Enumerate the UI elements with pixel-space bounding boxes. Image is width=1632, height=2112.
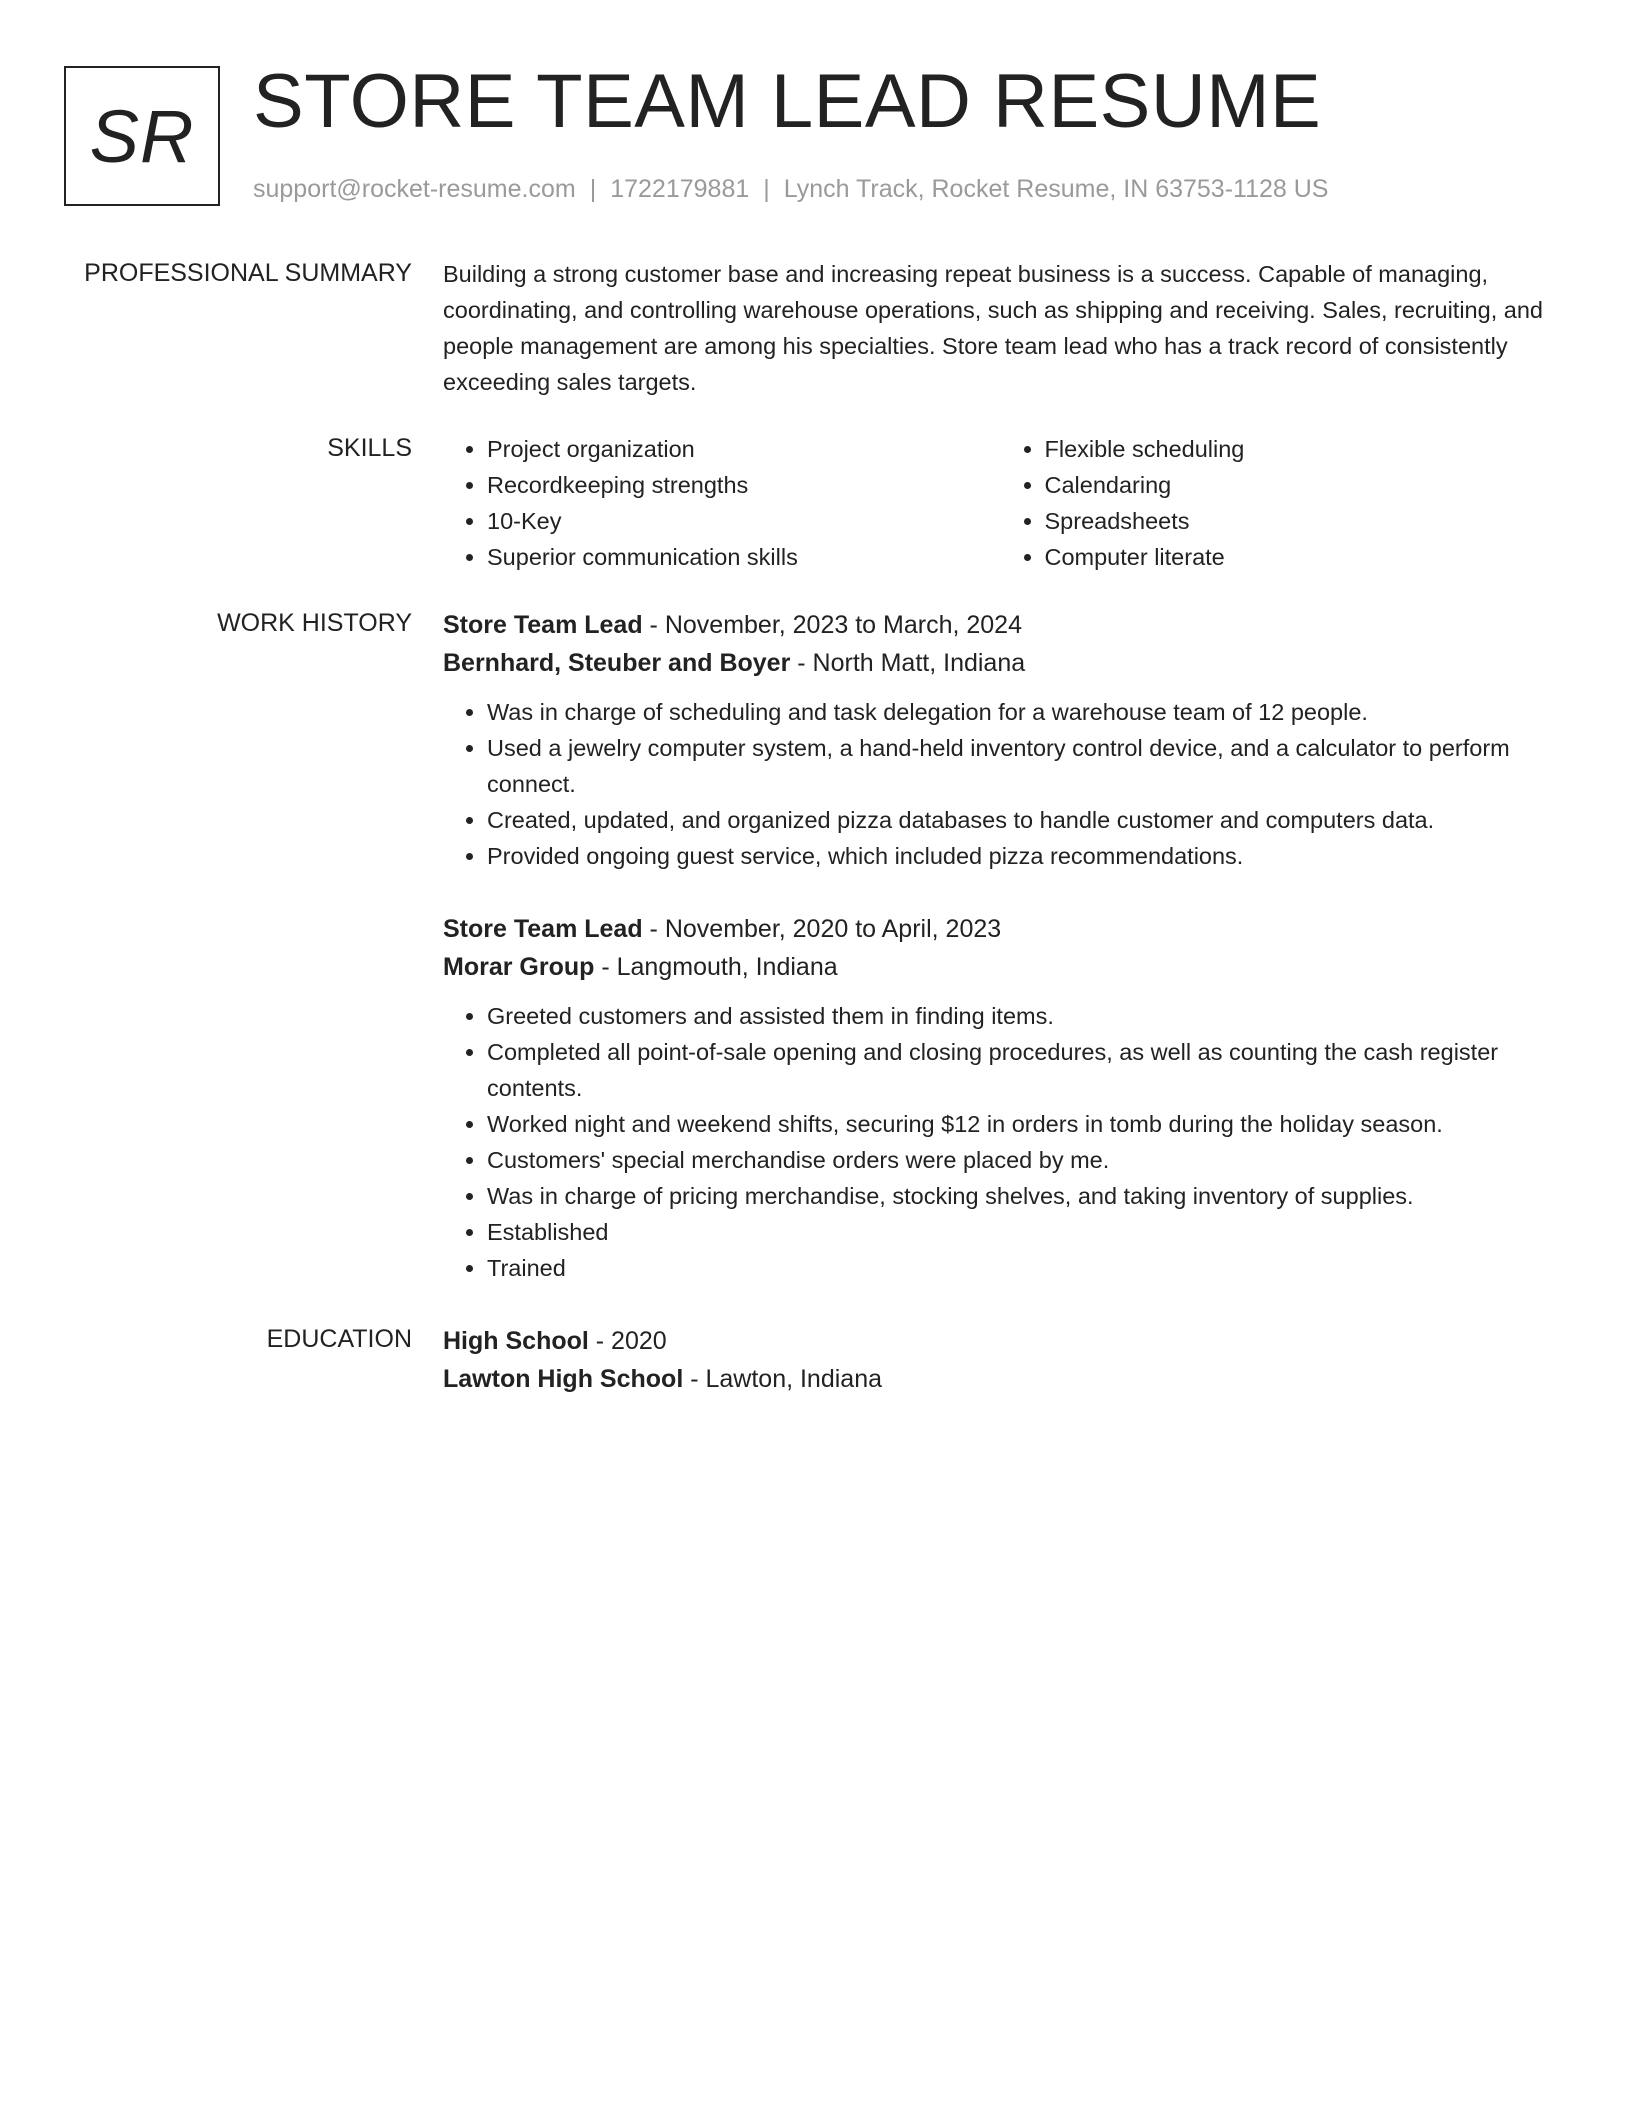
contact-line [253, 172, 1328, 206]
job-bullet: • Provided ongoing guest service, which included pizza recommendations. [487, 838, 1558, 874]
skill-item: • Recordkeeping strengths [487, 467, 1001, 503]
contact-separator: | [763, 175, 770, 203]
education-body [443, 1322, 1558, 1398]
job-bullet: • Created, updated, and organized pizza databases to handle customer and computers data. [487, 802, 1558, 838]
skill-item: • Project organization [487, 431, 1001, 467]
skills-grid [443, 431, 1558, 575]
job-entry [443, 606, 1558, 874]
monogram-initials: SR [89, 94, 195, 178]
skill-item: • Superior communication skills [487, 539, 1001, 575]
section-label-summary: PROFESSIONAL SUMMARY [84, 259, 412, 287]
job-bullet: • Completed all point-of-sale opening and closing procedures, as well as counting the cash register contents. [487, 1034, 1558, 1106]
education-school-line [443, 1360, 1558, 1398]
skill-item: • Calendaring [1045, 467, 1559, 503]
skills-body [443, 431, 1558, 575]
job-company: Bernhard, Steuber and Boyer [443, 649, 791, 677]
job-bullet: • Worked night and weekend shifts, securing $12 in orders in tomb during the holiday season. [487, 1106, 1558, 1142]
work-body [443, 606, 1558, 1281]
skill-item: • Computer literate [1045, 539, 1559, 575]
job-location: - North Matt, Indiana [790, 649, 1026, 677]
job-bullet: • Trained [487, 1250, 1558, 1286]
contact-separator: | [589, 175, 597, 203]
job-title: Store Team Lead [443, 915, 643, 943]
education-location: - Lawton, Indiana [683, 1365, 883, 1393]
education-degree: High School [443, 1327, 589, 1355]
education-school: Lawton High School [443, 1365, 684, 1393]
job-bullet: • Was in charge of pricing merchandise, stocking shelves, and taking inventory of supplies. [487, 1178, 1558, 1214]
job-bullet: • Established [487, 1214, 1558, 1250]
section-label-skills: SKILLS [327, 434, 412, 462]
contact-phone: 1722179881 [610, 175, 750, 203]
summary-body [443, 256, 1558, 400]
skill-item: • Flexible scheduling [1045, 431, 1559, 467]
job-bullets [443, 694, 1558, 874]
job-bullets [443, 998, 1558, 1286]
job-company: Morar Group [443, 953, 595, 981]
job-dates: - November, 2020 to April, 2023 [642, 915, 1002, 943]
section-label-work: WORK HISTORY [217, 609, 412, 637]
skill-item: • Spreadsheets [1045, 503, 1559, 539]
contact-address: Lynch Track, Rocket Resume, IN 63753-1128 US [783, 175, 1329, 203]
job-bullet: • Greeted customers and assisted them in finding items. [487, 998, 1558, 1034]
skill-item: • 10-Key [487, 503, 1001, 539]
skills-list-right [1001, 431, 1559, 575]
page-title: STORE TEAM LEAD RESUME [253, 59, 1322, 144]
job-company-line [443, 644, 1558, 682]
monogram-badge [64, 66, 220, 206]
education-year: - 2020 [588, 1327, 667, 1355]
education-degree-line [443, 1322, 1558, 1360]
job-bullet: • Customers' special merchandise orders were placed by me. [487, 1142, 1558, 1178]
job-title-line [443, 910, 1558, 948]
summary-text: Building a strong customer base and increasing repeat business is a success. Capable of managing, coordinating, and controlling warehouse operations, such as shipping and receiving. Sales, recruiting, and people management are among his specialties. Store team lead who has a track record of consistently exceeding sales targets. [443, 261, 1543, 395]
contact-email: support@rocket-resume.com [253, 175, 576, 203]
job-bullet: • Was in charge of scheduling and task delegation for a warehouse team of 12 people. [487, 694, 1558, 730]
job-bullet: • Used a jewelry computer system, a hand-held inventory control device, and a calculator to perform connect. [487, 730, 1558, 802]
job-entry [443, 910, 1558, 1286]
job-title-line [443, 606, 1558, 644]
job-company-line [443, 948, 1558, 986]
job-dates: - November, 2023 to March, 2024 [642, 611, 1022, 639]
job-location: - Langmouth, Indiana [594, 953, 838, 981]
job-title: Store Team Lead [443, 611, 643, 639]
section-label-education: EDUCATION [266, 1325, 412, 1353]
skills-list-left [443, 431, 1001, 575]
